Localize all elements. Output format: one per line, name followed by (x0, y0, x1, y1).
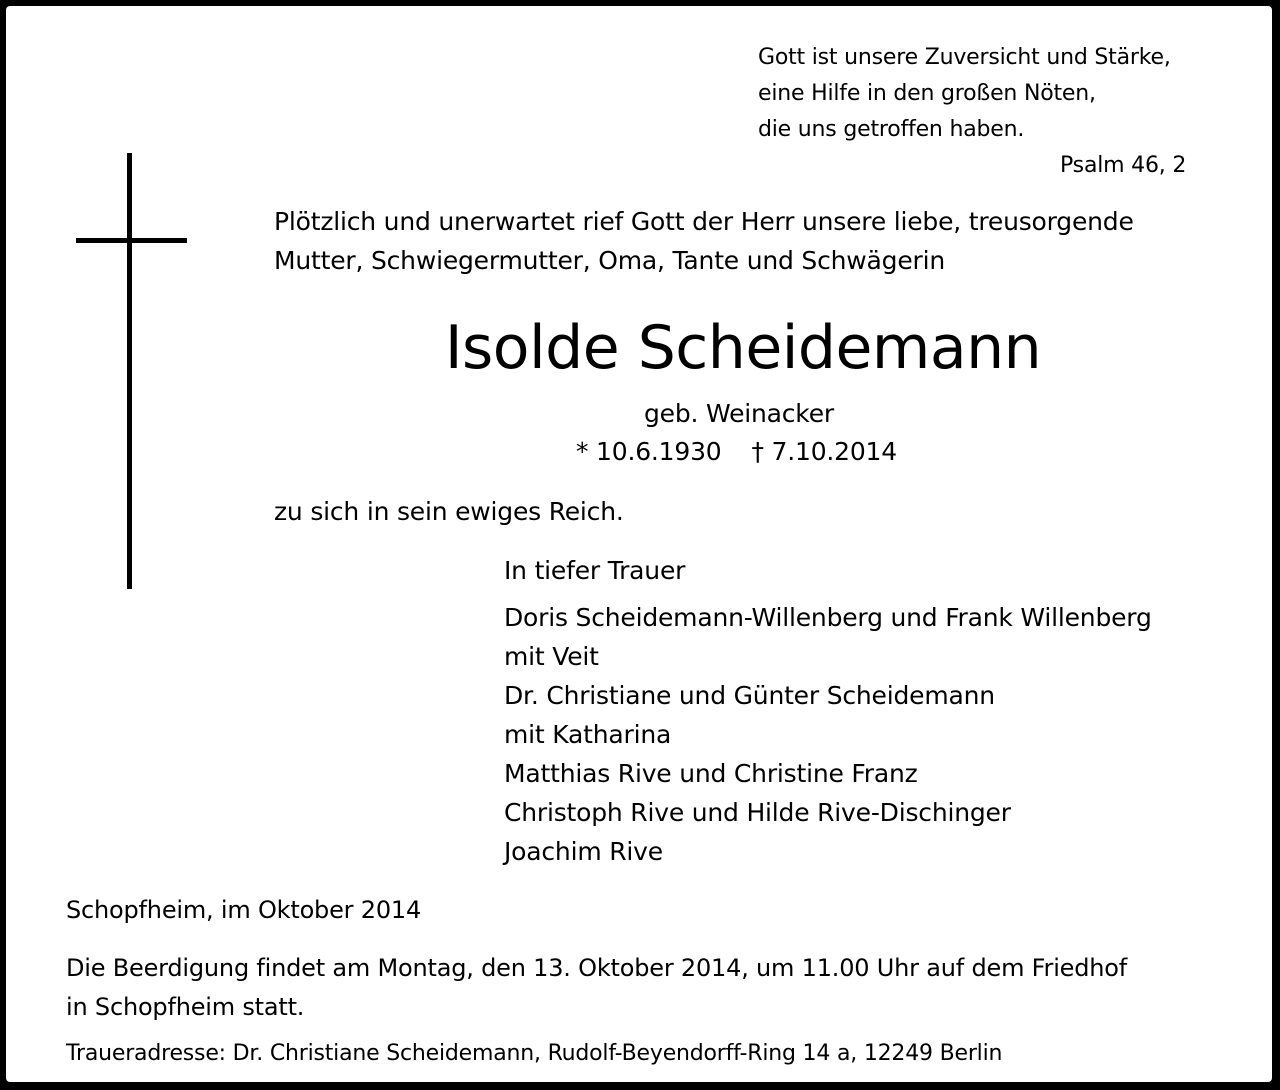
psalm-quote-line: die uns getroffen haben. (758, 117, 1025, 142)
mourner-line: Doris Scheidemann-Willenberg und Frank Willenberg (504, 603, 1152, 632)
obituary-notice (6, 6, 1272, 1082)
place-date: Schopfheim, im Oktober 2014 (66, 896, 422, 924)
mourning-heading: In tiefer Trauer (504, 556, 686, 585)
mourners-list (504, 598, 1152, 871)
mourning-address: Traueradresse: Dr. Christiane Scheidemann, Rudolf-Beyendorff-Ring 14 a, 12249 Berlin (66, 1041, 1003, 1066)
cross-icon-crossbar (76, 238, 187, 243)
mourner-line: Christoph Rive und Hilde Rive-Dischinger (504, 798, 1011, 827)
death-date: † 7.10.2014 (751, 437, 897, 466)
life-dates (576, 432, 897, 471)
mourner-line: mit Katharina (504, 720, 672, 749)
mourner-line: Dr. Christiane und Günter Scheidemann (504, 681, 995, 710)
mourner-line: Matthias Rive und Christine Franz (504, 759, 918, 788)
psalm-quote-line: Gott ist unsere Zuversicht und Stärke, (758, 45, 1171, 70)
deceased-name-block (6, 308, 1272, 388)
deceased-name: Isolde Scheidemann (444, 313, 1042, 383)
psalm-reference: Psalm 46, 2 (1060, 153, 1187, 178)
funeral-info (66, 949, 1127, 1027)
intro-line: Plötzlich und unerwartet rief Gott der Herr unsere liebe, treusorgende (274, 207, 1134, 236)
funeral-line: Die Beerdigung findet am Montag, den 13. Oktober 2014, um 11.00 Uhr auf dem Friedhof (66, 954, 1128, 982)
birth-date: * 10.6.1930 (576, 437, 722, 466)
funeral-line: in Schopfheim statt. (66, 993, 305, 1021)
intro-text (274, 202, 1134, 280)
psalm-quote (758, 40, 1171, 148)
birth-name: geb. Weinacker (644, 399, 834, 428)
psalm-quote-line: eine Hilfe in den großen Nöten, (758, 81, 1096, 106)
mourner-line: mit Veit (504, 642, 599, 671)
intro-line: Mutter, Schwiegermutter, Oma, Tante und Schwägerin (274, 246, 945, 275)
closing-line: zu sich in sein ewiges Reich. (274, 497, 624, 526)
mourner-line: Joachim Rive (504, 837, 663, 866)
